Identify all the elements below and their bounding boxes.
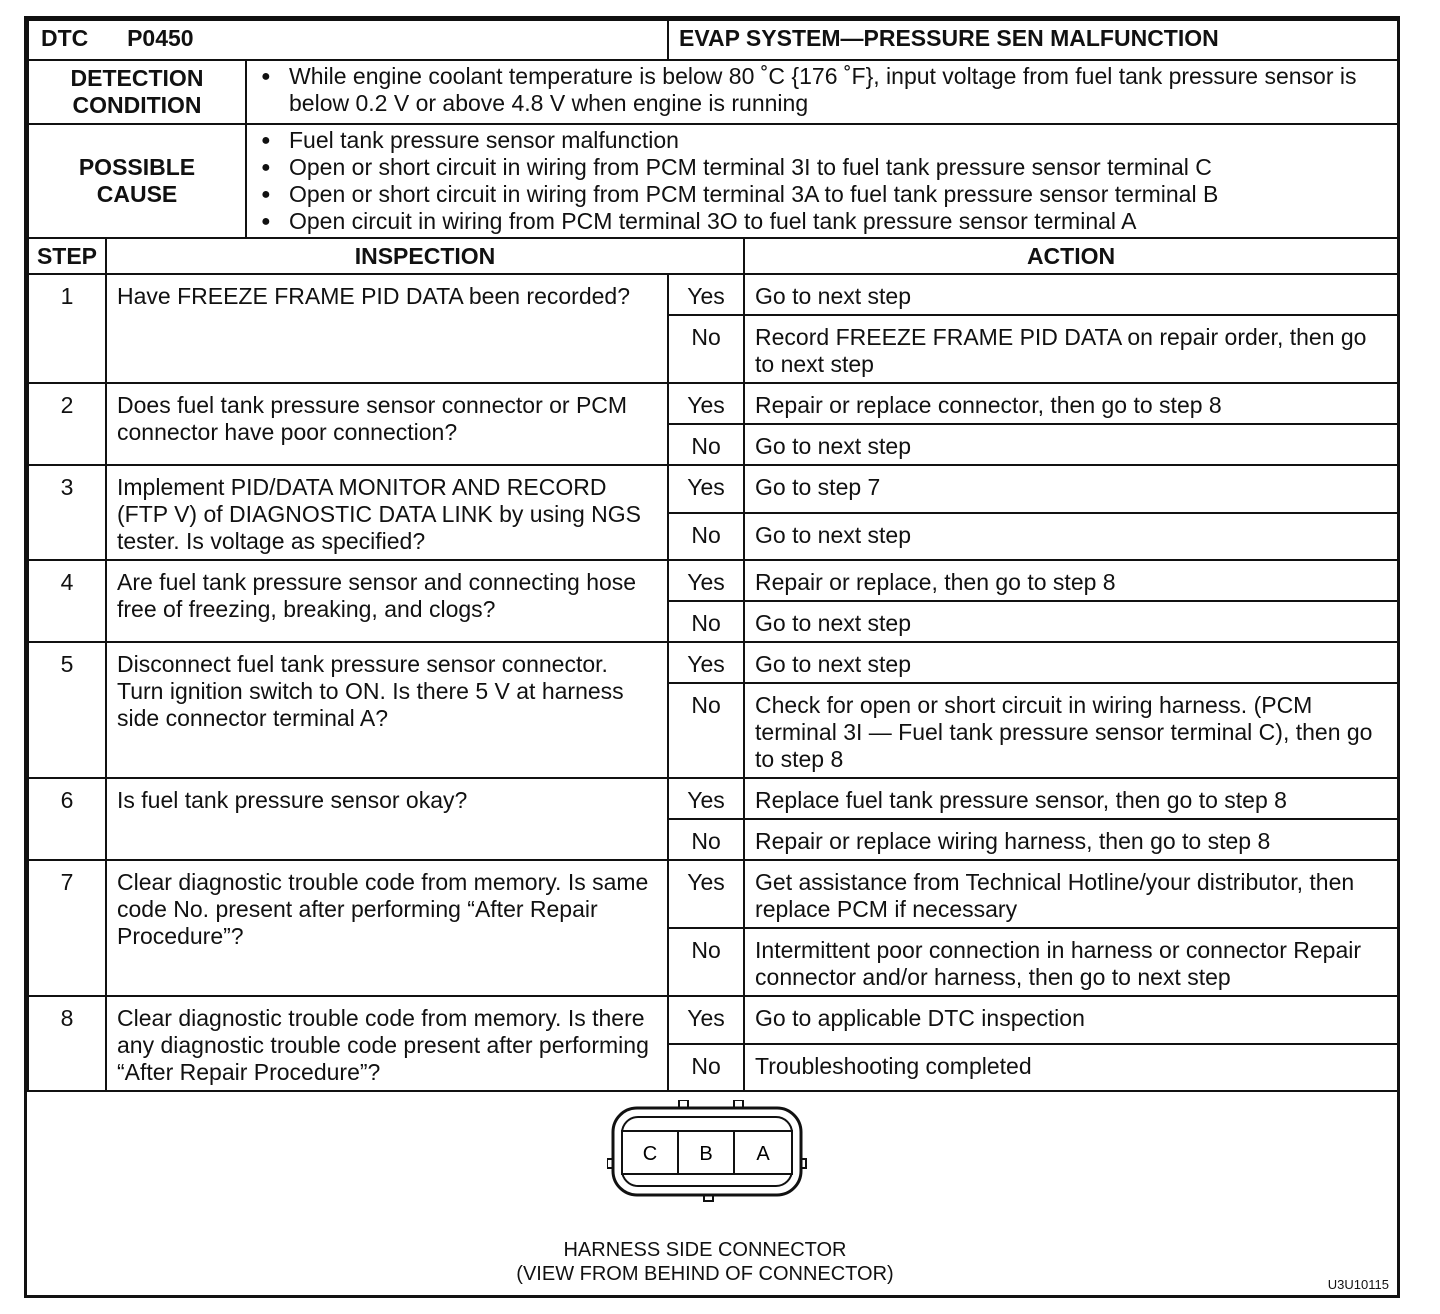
step-column-header: STEP (28, 238, 106, 274)
step-number: 5 (28, 642, 106, 778)
action-column-header: ACTION (744, 238, 1398, 274)
no-label: No (668, 601, 744, 642)
no-action: Go to next step (744, 424, 1398, 465)
no-label: No (668, 819, 744, 860)
step-row (28, 860, 1398, 928)
step-number: 3 (28, 465, 106, 560)
connector-caption-line1: HARNESS SIDE CONNECTOR (563, 1239, 847, 1261)
column-header-row (28, 238, 1398, 274)
figure-code: U3U10115 (1327, 1277, 1389, 1292)
inspection-text: Is fuel tank pressure sensor okay? (106, 778, 668, 860)
step-row (28, 996, 1398, 1044)
yes-label: Yes (668, 996, 744, 1044)
no-label: No (668, 1044, 744, 1092)
inspection-text: Are fuel tank pressure sensor and connecting hose free of freezing, breaking, and clogs? (106, 560, 668, 642)
no-label: No (668, 424, 744, 465)
detection-label (28, 60, 246, 124)
connector-diagram (27, 1062, 1397, 1298)
yes-action: Repair or replace connector, then go to step 8 (744, 383, 1398, 424)
step-number: 7 (28, 860, 106, 996)
diagnostic-sheet (24, 16, 1400, 1298)
possible-cause-item: ● Open or short circuit in wiring from PCM terminal 3I to fuel tank pressure sensor terminal C (257, 154, 1389, 181)
no-action: Go to next step (744, 513, 1398, 561)
header-row (28, 20, 1398, 60)
yes-action: Go to applicable DTC inspection (744, 996, 1398, 1044)
inspection-text: Clear diagnostic trouble code from memory. Is there any diagnostic trouble code present after performing “After Repair Procedure”? (106, 996, 668, 1091)
step-number: 1 (28, 274, 106, 383)
possible-cause-label-line2: CAUSE (96, 181, 178, 207)
yes-label: Yes (668, 465, 744, 513)
possible-cause-label-line1: POSSIBLE (78, 154, 196, 180)
possible-cause-item: ● Open or short circuit in wiring from PCM terminal 3A to fuel tank pressure sensor terminal B (257, 181, 1389, 208)
yes-label: Yes (668, 560, 744, 601)
step-row (28, 465, 1398, 513)
terminal-a-label: A (756, 1143, 770, 1165)
dtc-code: P0450 (127, 25, 194, 51)
detection-condition-list (246, 60, 1398, 124)
step-number: 2 (28, 383, 106, 465)
step-row (28, 642, 1398, 683)
no-action: Check for open or short circuit in wiring harness. (PCM terminal 3I — Fuel tank pressure sensor terminal C), then go to step 8 (744, 683, 1398, 778)
detection-condition-item: ● While engine coolant temperature is below 80 ˚C {176 ˚F}, input voltage from fuel tank pressure sensor is below 0.2 V or above 4.8 V when engine is running (257, 63, 1389, 117)
possible-cause-item: ● Open circuit in wiring from PCM terminal 3O to fuel tank pressure sensor terminal A (257, 208, 1389, 235)
yes-label: Yes (668, 860, 744, 928)
no-action: Repair or replace wiring harness, then go to step 8 (744, 819, 1398, 860)
detection-label-line1: DETECTION (70, 65, 204, 91)
step-number: 6 (28, 778, 106, 860)
detection-label-line2: CONDITION (72, 92, 202, 118)
yes-label: Yes (668, 778, 744, 819)
inspection-text: Does fuel tank pressure sensor connector or PCM connector have poor connection? (106, 383, 668, 465)
no-label: No (668, 928, 744, 996)
possible-cause-row (28, 124, 1398, 238)
dtc-label: DTC (41, 25, 89, 51)
yes-label: Yes (668, 383, 744, 424)
harness-connector-icon (607, 1100, 807, 1208)
step-number: 8 (28, 996, 106, 1091)
possible-cause-list (246, 124, 1398, 238)
step-row (28, 383, 1398, 424)
no-action: Go to next step (744, 601, 1398, 642)
dtc-cell (28, 20, 668, 60)
diagnostic-table (27, 19, 1399, 1092)
terminal-b-label: B (699, 1143, 713, 1165)
yes-action: Get assistance from Technical Hotline/your distributor, then replace PCM if necessary (744, 860, 1398, 928)
page-title: EVAP SYSTEM—PRESSURE SEN MALFUNCTION (668, 20, 1398, 60)
possible-cause-item: ● Fuel tank pressure sensor malfunction (257, 127, 1389, 154)
step-number: 4 (28, 560, 106, 642)
yes-label: Yes (668, 274, 744, 315)
connector-caption-line2: (VIEW FROM BEHIND OF CONNECTOR) (516, 1263, 894, 1285)
detection-row (28, 60, 1398, 124)
step-row (28, 560, 1398, 601)
no-label: No (668, 683, 744, 778)
yes-action: Go to step 7 (744, 465, 1398, 513)
inspection-column-header: INSPECTION (106, 238, 744, 274)
yes-action: Repair or replace, then go to step 8 (744, 560, 1398, 601)
step-row (28, 778, 1398, 819)
inspection-text: Clear diagnostic trouble code from memory. Is same code No. present after performing “After Repair Procedure”? (106, 860, 668, 996)
inspection-text: Disconnect fuel tank pressure sensor connector. Turn ignition switch to ON. Is there 5 V at harness side connector terminal A? (106, 642, 668, 778)
terminal-c-label: C (642, 1143, 658, 1165)
no-label: No (668, 315, 744, 383)
yes-label: Yes (668, 642, 744, 683)
possible-cause-label (28, 124, 246, 238)
no-action: Intermittent poor connection in harness or connector Repair connector and/or harness, then go to next step (744, 928, 1398, 996)
no-label: No (668, 513, 744, 561)
inspection-text: Implement PID/DATA MONITOR AND RECORD (FTP V) of DIAGNOSTIC DATA LINK by using NGS tester. Is voltage as specified? (106, 465, 668, 560)
yes-action: Go to next step (744, 274, 1398, 315)
inspection-text: Have FREEZE FRAME PID DATA been recorded? (106, 274, 668, 383)
no-action: Troubleshooting completed (744, 1044, 1398, 1092)
yes-action: Replace fuel tank pressure sensor, then go to step 8 (744, 778, 1398, 819)
no-action: Record FREEZE FRAME PID DATA on repair order, then go to next step (744, 315, 1398, 383)
step-row (28, 274, 1398, 315)
yes-action: Go to next step (744, 642, 1398, 683)
